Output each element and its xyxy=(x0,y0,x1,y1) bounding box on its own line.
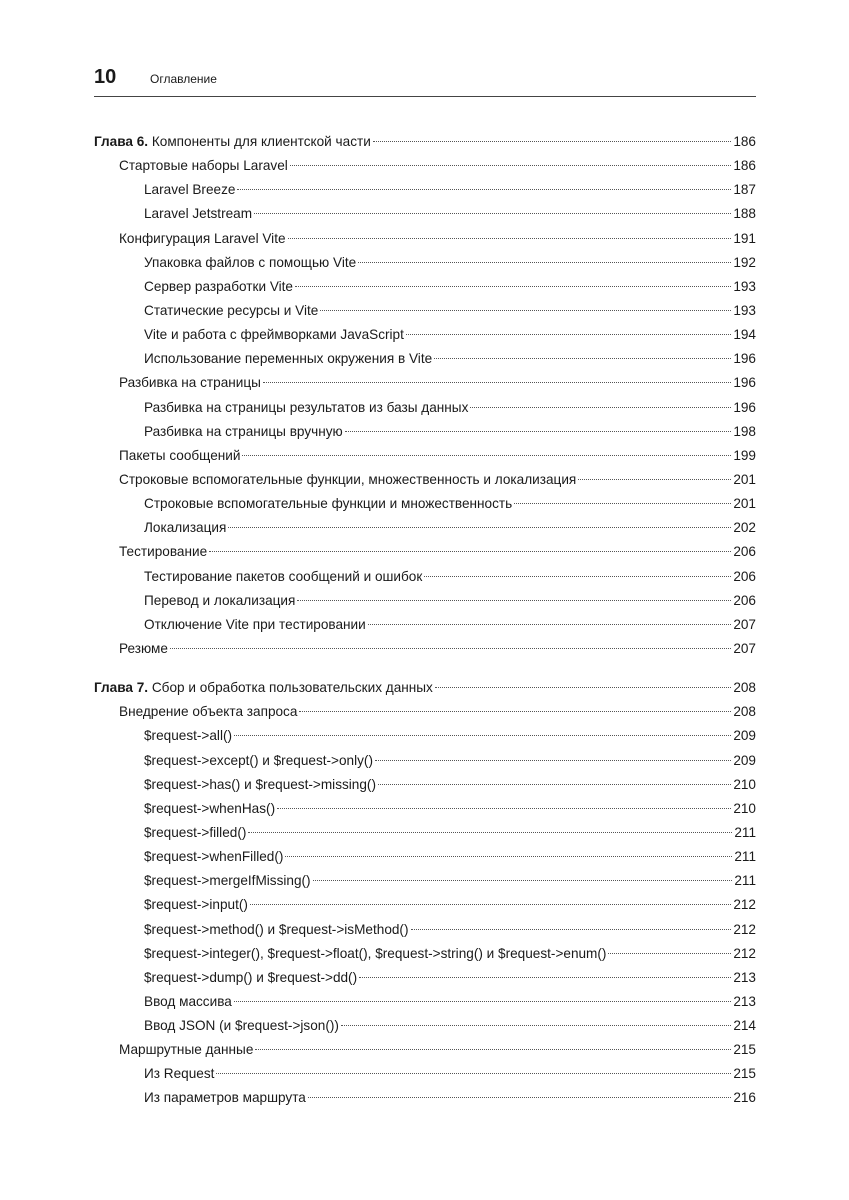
dot-leader xyxy=(255,1049,731,1050)
dot-leader xyxy=(424,576,731,577)
toc-chapter-heading[interactable] xyxy=(94,130,756,154)
toc-entry[interactable] xyxy=(94,724,756,748)
toc-page-number: 207 xyxy=(733,640,756,656)
dot-leader xyxy=(375,760,731,761)
toc-entry[interactable] xyxy=(94,613,756,637)
toc-entry[interactable] xyxy=(94,637,756,661)
dot-leader xyxy=(254,213,731,214)
toc-entry-label: $request->mergeIfMissing() xyxy=(144,873,311,889)
toc-page-number: 188 xyxy=(733,206,756,222)
toc-entry[interactable] xyxy=(94,918,756,942)
toc-entry[interactable] xyxy=(94,492,756,516)
toc-page-number: 202 xyxy=(733,520,756,536)
toc-entry-label: $request->dump() и $request->dd() xyxy=(144,969,358,985)
dot-leader xyxy=(514,503,731,504)
toc-chapter-heading[interactable] xyxy=(94,676,756,700)
toc-page-number: 206 xyxy=(733,592,756,608)
toc-entry-label: Разбивка на страницы вручную xyxy=(144,423,343,439)
dot-leader xyxy=(297,600,731,601)
toc-entry[interactable] xyxy=(94,893,756,917)
dot-leader xyxy=(277,808,731,809)
toc-entry[interactable] xyxy=(94,1086,756,1110)
toc-page-number: 186 xyxy=(733,134,756,149)
toc-entry-label: Laravel Breeze xyxy=(144,182,236,198)
toc-entry[interactable] xyxy=(94,396,756,420)
toc-page-number: 213 xyxy=(733,969,756,985)
chapter-7-block xyxy=(94,676,756,1111)
chapter-title: Сбор и обработка пользовательских данных xyxy=(151,680,433,696)
chapter-6-block xyxy=(94,130,756,661)
dot-leader xyxy=(359,977,731,978)
toc-entry-label: Ввод JSON (и $request->json()) xyxy=(144,1018,339,1034)
toc-entry[interactable] xyxy=(94,821,756,845)
dot-leader xyxy=(234,1001,731,1002)
toc-entry[interactable] xyxy=(94,323,756,347)
toc-page-number: 198 xyxy=(733,423,756,439)
toc-page-number: 196 xyxy=(733,375,756,391)
toc-page-number: 212 xyxy=(733,921,756,937)
dot-leader xyxy=(578,479,731,480)
toc-page-number: 206 xyxy=(733,568,756,584)
toc-entry-label: $request->whenHas() xyxy=(144,800,276,816)
dot-leader xyxy=(358,262,731,263)
toc-entry[interactable] xyxy=(94,275,756,299)
toc-page-number: 187 xyxy=(733,182,756,198)
toc-page-number: 211 xyxy=(734,849,756,865)
toc-entry-label: $request->filled() xyxy=(144,824,247,840)
toc-entry-label: Из параметров маршрута xyxy=(144,1090,306,1106)
dot-leader xyxy=(248,832,732,833)
toc-page-number: 194 xyxy=(733,327,756,343)
toc-page-number: 207 xyxy=(733,616,756,632)
toc-page-number: 208 xyxy=(733,680,756,696)
toc-entry-label: Строковые вспомогательные функции и множественность xyxy=(144,496,513,512)
toc-page-number: 196 xyxy=(733,399,756,415)
toc-page-number: 201 xyxy=(733,471,756,487)
toc-entry[interactable] xyxy=(94,1014,756,1038)
toc-entry[interactable] xyxy=(94,347,756,371)
toc-page-number: 209 xyxy=(733,752,756,768)
toc-page-number: 210 xyxy=(733,776,756,792)
toc-page-number: 208 xyxy=(733,704,756,720)
toc-entry[interactable] xyxy=(94,540,756,564)
toc-page-number: 209 xyxy=(733,728,756,744)
dot-leader xyxy=(290,165,732,166)
dot-leader xyxy=(378,784,731,785)
toc-entry[interactable] xyxy=(94,516,756,540)
dot-leader xyxy=(406,334,731,335)
toc-entry[interactable] xyxy=(94,299,756,323)
toc-entry-label: $request->has() и $request->missing() xyxy=(144,776,376,792)
chapter-prefix: Глава 6. xyxy=(94,134,149,149)
toc-page-number: 210 xyxy=(733,800,756,816)
toc-entry[interactable] xyxy=(94,942,756,966)
toc-entry[interactable] xyxy=(94,1062,756,1086)
toc-entry-label: Использование переменных окружения в Vite xyxy=(144,351,433,367)
toc-entry-label: Vite и работа с фреймворками JavaScript xyxy=(144,327,404,343)
toc-page-number: 215 xyxy=(733,1066,756,1082)
toc-entry-label: Из Request xyxy=(144,1066,215,1082)
toc-page-number: 215 xyxy=(733,1042,756,1058)
toc-entry-label: $request->input() xyxy=(144,897,248,913)
toc-page-number: 216 xyxy=(733,1090,756,1106)
toc-entry-label: Строковые вспомогательные функции, множественность и локализация xyxy=(119,471,577,487)
toc-entry-label: Маршрутные данные xyxy=(119,1042,254,1058)
toc-entry-label: Отключение Vite при тестировании xyxy=(144,616,366,632)
toc-entry[interactable] xyxy=(94,749,756,773)
toc-entry-label: Сервер разработки Vite xyxy=(144,278,293,294)
toc-entry-label xyxy=(94,676,433,700)
dot-leader xyxy=(435,687,731,688)
dot-leader xyxy=(308,1097,731,1098)
dot-leader xyxy=(209,551,731,552)
toc-entry[interactable] xyxy=(94,202,756,226)
dot-leader xyxy=(242,455,731,456)
toc-page-number: 193 xyxy=(733,302,756,318)
toc-entry[interactable] xyxy=(94,251,756,275)
toc-entry[interactable] xyxy=(94,227,756,251)
dot-leader xyxy=(295,286,731,287)
toc-page-number: 186 xyxy=(733,158,756,174)
toc-page-number: 213 xyxy=(733,993,756,1009)
toc-entry[interactable] xyxy=(94,468,756,492)
dot-leader xyxy=(373,141,732,142)
toc-page-number: 211 xyxy=(734,873,756,889)
toc-entry[interactable] xyxy=(94,420,756,444)
toc-entry[interactable] xyxy=(94,371,756,395)
toc-entry[interactable] xyxy=(94,444,756,468)
dot-leader xyxy=(228,527,731,528)
toc-page-number: 212 xyxy=(733,945,756,961)
toc-entry-label: Упаковка файлов с помощью Vite xyxy=(144,254,357,270)
toc-entry-label: $request->integer(), $request->float(), $request->string() и $request->enum() xyxy=(144,945,607,961)
toc-entry[interactable] xyxy=(94,589,756,613)
toc-page-number: 193 xyxy=(733,278,756,294)
dot-leader xyxy=(368,624,732,625)
dot-leader xyxy=(299,711,731,712)
toc-entry-label: $request->except() и $request->only() xyxy=(144,752,373,768)
dot-leader xyxy=(411,929,732,930)
dot-leader xyxy=(170,648,731,649)
dot-leader xyxy=(320,310,731,311)
table-of-contents xyxy=(94,130,756,1126)
toc-entry-label: Локализация xyxy=(144,520,227,536)
toc-entry-label: Перевод и локализация xyxy=(144,592,296,608)
toc-entry-label: $request->method() и $request->isMethod() xyxy=(144,921,409,937)
dot-leader xyxy=(470,407,731,408)
toc-entry-label xyxy=(94,130,371,154)
toc-entry-label: Разбивка на страницы результатов из базы данных xyxy=(144,399,469,415)
dot-leader xyxy=(288,238,732,239)
toc-entry-label: Тестирование xyxy=(119,544,208,560)
toc-page-number: 191 xyxy=(733,230,756,246)
toc-page-number: 192 xyxy=(733,254,756,270)
toc-entry-label: Стартовые наборы Laravel xyxy=(119,158,288,174)
toc-entry-label: Пакеты сообщений xyxy=(119,447,241,463)
toc-page-number: 214 xyxy=(733,1018,756,1034)
toc-entry[interactable] xyxy=(94,869,756,893)
toc-entry[interactable] xyxy=(94,966,756,990)
dot-leader xyxy=(263,382,731,383)
dot-leader xyxy=(237,189,731,190)
dot-leader xyxy=(608,953,731,954)
toc-entry[interactable] xyxy=(94,773,756,797)
toc-page-number: 201 xyxy=(733,496,756,512)
toc-entry[interactable] xyxy=(94,154,756,178)
dot-leader xyxy=(341,1025,731,1026)
toc-entry-label: Ввод массива xyxy=(144,993,232,1009)
toc-entry-label: Конфигурация Laravel Vite xyxy=(119,230,286,246)
toc-page-number: 206 xyxy=(733,544,756,560)
toc-entry-label: Резюме xyxy=(119,640,168,656)
chapter-title: Компоненты для клиентской части xyxy=(151,134,371,149)
toc-entry[interactable] xyxy=(94,700,756,724)
toc-page-number: 212 xyxy=(733,897,756,913)
dot-leader xyxy=(285,856,732,857)
dot-leader xyxy=(345,431,732,432)
dot-leader xyxy=(434,358,731,359)
toc-entry-label: Разбивка на страницы xyxy=(119,375,261,391)
toc-entry-label: Тестирование пакетов сообщений и ошибок xyxy=(144,568,423,584)
dot-leader xyxy=(313,880,733,881)
toc-entry-label: Статические ресурсы и Vite xyxy=(144,302,319,318)
toc-entry[interactable] xyxy=(94,990,756,1014)
dot-leader xyxy=(250,904,731,905)
toc-entry[interactable] xyxy=(94,797,756,821)
toc-page-number: 196 xyxy=(733,351,756,367)
toc-page-number: 211 xyxy=(734,824,756,840)
toc-entry[interactable] xyxy=(94,845,756,869)
toc-entry-label: Внедрение объекта запроса xyxy=(119,704,298,720)
page-header xyxy=(94,64,756,97)
toc-page-number: 199 xyxy=(733,447,756,463)
dot-leader xyxy=(216,1073,731,1074)
chapter-prefix: Глава 7. xyxy=(94,680,149,696)
toc-entry-label: $request->all() xyxy=(144,728,233,744)
toc-entry[interactable] xyxy=(94,565,756,589)
running-title: Оглавление xyxy=(150,72,217,86)
toc-entry-label: $request->whenFilled() xyxy=(144,849,284,865)
toc-entry-label: Laravel Jetstream xyxy=(144,206,253,222)
dot-leader xyxy=(234,735,731,736)
toc-entry[interactable] xyxy=(94,1038,756,1062)
toc-entry[interactable] xyxy=(94,178,756,202)
page-number: 10 xyxy=(94,66,117,88)
